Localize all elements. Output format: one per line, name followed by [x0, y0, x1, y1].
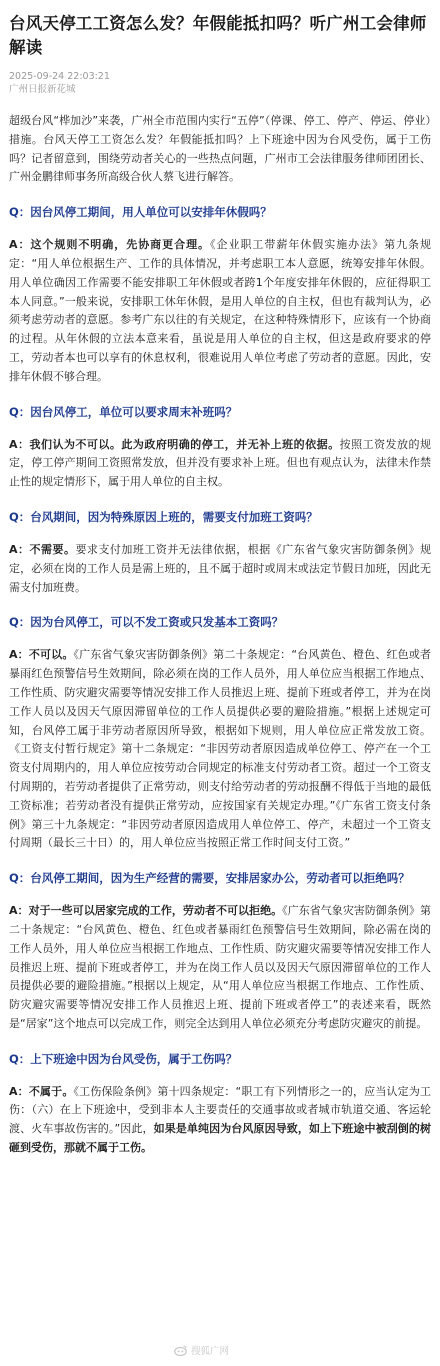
answer-6-tail: 如果是单纯因为台风原因导致，如上下班途中被刮倒的树砸到受伤，那就不属于工伤。 [9, 1122, 432, 1155]
publish-time: 2025-09-24 22:03:21 [9, 71, 110, 82]
watermark-text: 搜狐广网 [191, 1346, 230, 1357]
source-link[interactable]: 广州日报新花城 [9, 84, 76, 95]
answer-3-lead: A：不需要。 [9, 542, 76, 556]
answer-2-lead: A：我们认为不可以。此为政府明确的停工，并无补上班的依据。 [9, 437, 340, 451]
sohu-icon [174, 1345, 187, 1356]
answer-1 [9, 236, 431, 386]
answer-1-body: 《企业职工带薪年休假实施办法》第九条规定：“用人单位根据生产、工作的具体情况，并考虑职工本人意愿，统筹安排年休假。用人单位确因工作需要不能安排职工年休假或者跨1个年度安排年休假的，应征得职工本人同意。”一般来说，安排职工休年休假，是用人单位的自主权，但也有裁判认为，必须考虑劳动者的意愿。参考广东以往的有关规定，在这种特殊情形下，应该有一个协商的过程。从年休假的立法本意来看，虽说是用人单位的自主权，但这是政府要求的停工，劳动者本也可以享有的休息权利，很难说用人单位考虑了劳动者的意愿。因此，安排年休假不够合理。 [9, 238, 432, 383]
intro-paragraph: 超级台风“桦加沙”来袭，广州全市范围内实行“五停”（停课、停工、停产、停运、停业）措施。台风天停工工资怎么发？年假能抵扣吗？上下班途中因为台风受伤，属于工伤吗？记者留意到，围绕劳动者关心的一些热点问题，广州市工会法律服务律师团团长、广州金鹏律师事务所高级合伙人蔡飞进行解答。 [9, 114, 431, 184]
answer-6-lead: A：不属于。 [9, 1084, 74, 1098]
answer-2 [9, 436, 431, 492]
answer-4-lead: A：不可以。 [9, 648, 74, 662]
question-1: Q：因台风停工期间，用人单位可以安排年休假吗？ [9, 205, 272, 220]
answer-5 [9, 902, 431, 1034]
question-2: Q：因台风停工，单位可以要求周末补班吗？ [9, 404, 238, 419]
question-6: Q：上下班途中因为台风受伤，属于工伤吗？ [9, 1051, 238, 1066]
question-5: Q：台风停工期间，因为生产经营的需要，安排居家办公，劳动者可以拒绝吗？ [9, 871, 410, 886]
answer-5-lead: A：对于一些可以居家完成的工作，劳动者不可以拒绝。 [9, 904, 283, 918]
article-title: 台风天停工工资怎么发？年假能抵扣吗？听广州工会律师解读 [9, 14, 427, 57]
answer-5-body: 《广东省气象灾害防御条例》第二十条规定：“台风黄色、橙色、红色或者暴雨红色预警信号生效期间，除必需在岗的工作人员外，用人单位应当根据工作地点、工作性质、防灾避灾需要等情况安排工作人员推迟上班、提前下班或者停工，并为在岗工作人员以及因天气原因滞留单位的工作人员提供必要的避险措施。”根据以上规定，从“用人单位应当根据工作地点、工作性质、防灾避灾需要等情况安排工作人员推迟上班、提前下班或者停工”的表述来看，既然是“居家”这个地点可以完成工作，则完全达到用人单位必须充分考虑防灾避灾的前提。 [9, 904, 432, 1030]
question-3: Q：台风期间，因为特殊原因上班的，需要支付加班工资吗？ [9, 509, 318, 524]
watermark [174, 1343, 229, 1357]
answer-3-body: 要求支付加班工资并无法律依据，根据《广东省气象灾害防御条例》规定，必须在岗的工作人员是需上班的，且不属于超时或周末或法定节假日加班，因此无需支付加班费。 [9, 542, 432, 594]
answer-4 [9, 646, 431, 853]
answer-6-body: 《工伤保险条例》第十四条规定：“职工有下列情形之一的，应当认定为工伤：（六）在上下班途中，受到非本人主要责任的交通事故或者城市轨道交通、客运轮渡、火车事故伤害的。”因此， [9, 1084, 432, 1136]
answer-6 [9, 1083, 431, 1158]
answer-3 [9, 541, 431, 597]
answer-4-body: 《广东省气象灾害防御条例》第二十条规定：“台风黄色、橙色、红色或者暴雨红色预警信号生效期间，除必须在岗的工作人员外，用人单位应当根据工作地点、工作性质、防灾避灾需要等情况安排工作人员推迟上班、提前下班或者停工，并为在岗工作人员以及因天气原因滞留单位的工作人员提供必要的避险措施。”根据上述规定可知，台风停工属于非劳动者原因所导致，根据如下规则，用人单位应正常发放工资。《工资支付暂行规定》第十二条规定：“非因劳动者原因造成单位停工、停产在一个工资支付周期内的，用人单位应按劳动合同规定的标准支付劳动者工资。超过一个工资支付周期的，若劳动者提供了正常劳动，则支付给劳动者的劳动报酬不得低于当地的最低工资标准；若劳动者没有提供正常劳动，应按国家有关规定办理。”《广东省工资支付条例》第三十九条规定：“非因劳动者原因造成用人单位停工、停产，未超过一个工资支付周期（最长三十日）的，用人单位应当按照正常工作时间支付工资。” [9, 648, 432, 850]
answer-1-lead: A：这个规则不明确，先协商更合理。 [9, 238, 211, 252]
question-4: Q：因为台风停工，可以不发工资或只发基本工资吗？ [9, 615, 284, 630]
answer-2-body: 按照工资发放的规定，停工停产期间工资照常发放，但并没有要求补上班。但也有观点认为，法律未作禁止性的规定情形下，属于用人单位的自主权。 [9, 437, 432, 489]
